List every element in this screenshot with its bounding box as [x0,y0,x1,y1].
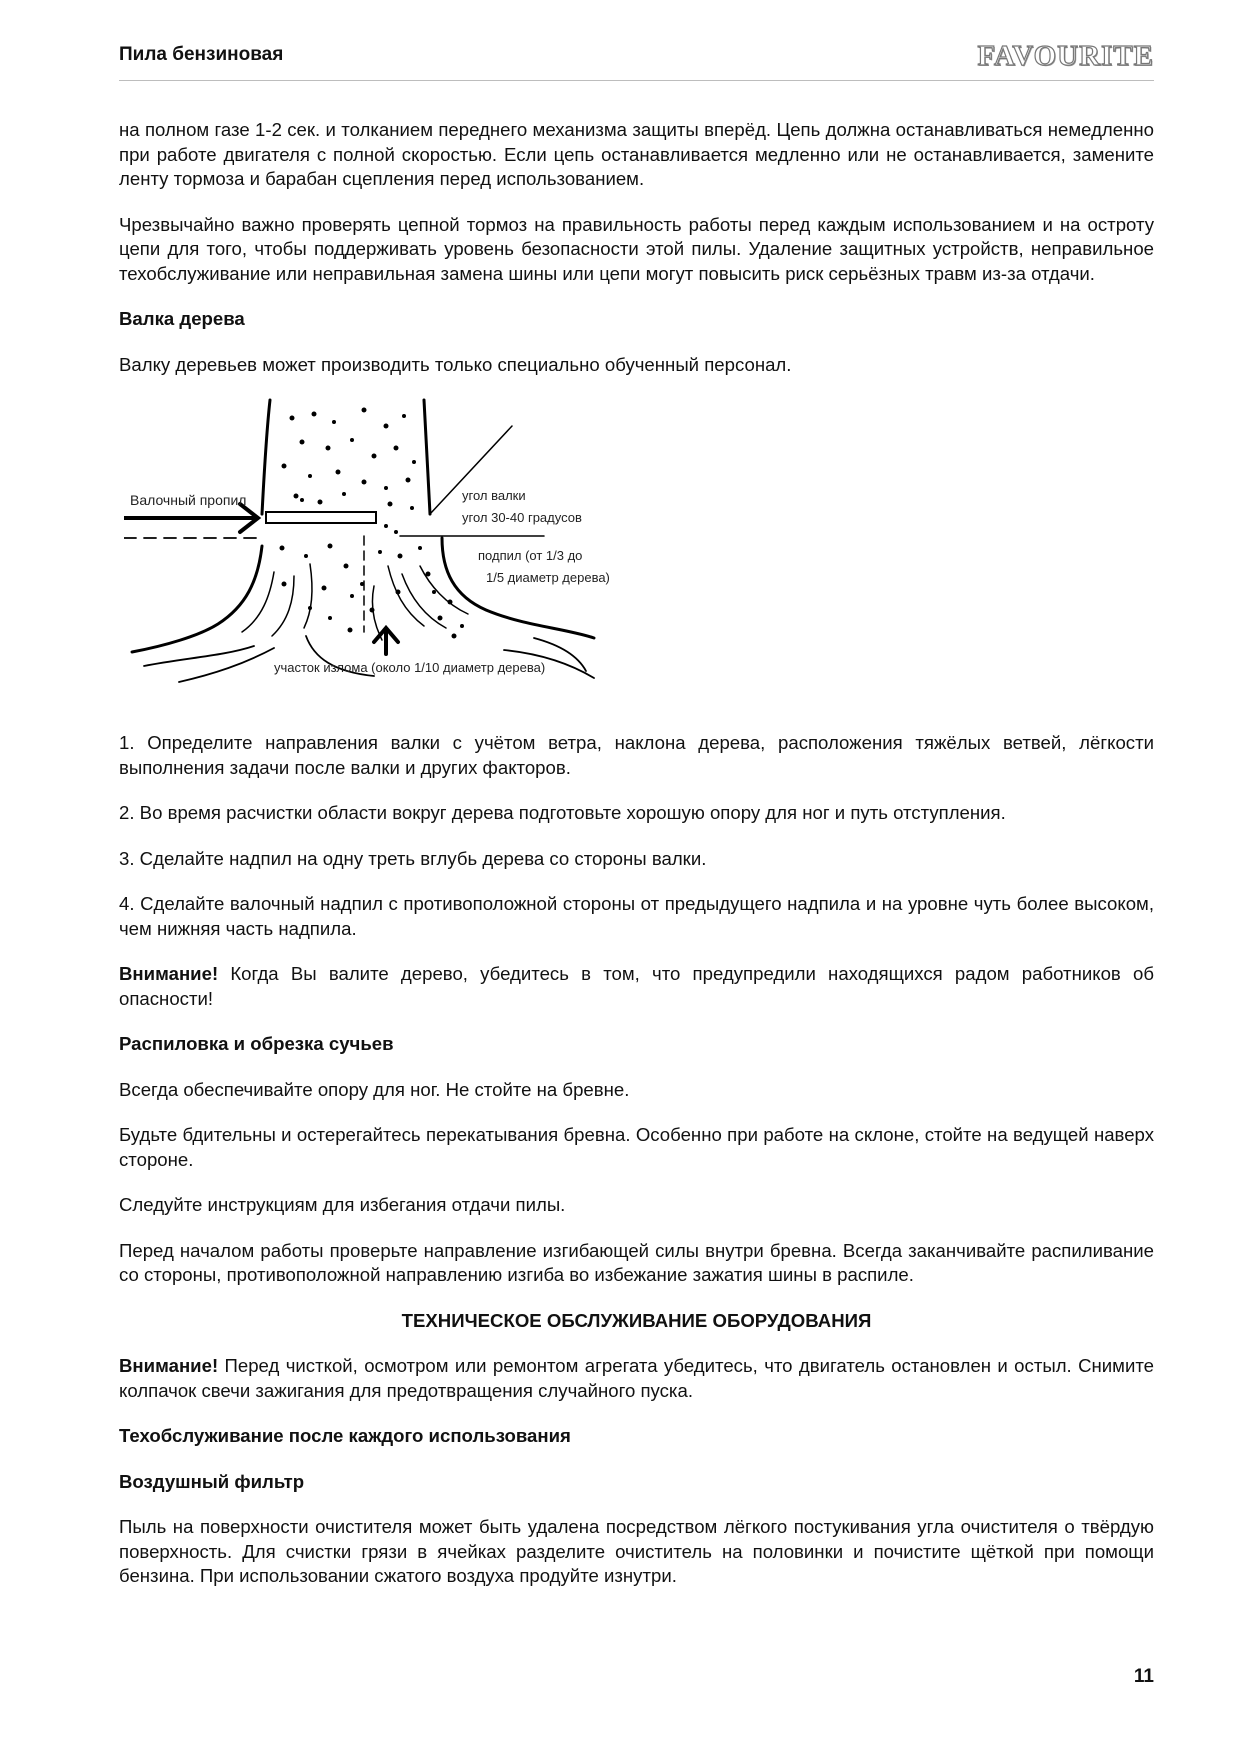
paragraph-air-filter: Пыль на поверхности очистителя может быть удалена посредством лёгкого постукивания угла очистителя о твёрдую поверхность. Для счистки грязи в ячейках разделите очиститель на половинки и почистите щёткой при помощи бензина. При использовании сжатого воздуха продуйте изнутри. [119,1516,1154,1586]
page-number: 11 [1133,1666,1154,1687]
label-felling-angle: угол валки [462,488,526,503]
warning-text: Когда Вы валите дерево, убедитесь в том, что предупредили находящихся радом работников об опасности! [119,963,1154,1009]
felling-diagram [124,396,684,714]
paragraph-log-rolling: Будьте бдительны и остерегайтесь перекатывания бревна. Особенно при работе на склоне, стойте на ведущей наверх стороне. [119,1124,1154,1170]
paragraph-chain-brake-importance: Чрезвычайно важно проверять цепной тормоз на правильность работы перед каждым использованием и на остроту цепи для того, чтобы поддерживать уровень безопасности этой пилы. Удаление защитных устройств, неправильное техобслуживание или неправильная замена шины или цепи могут повысить риск серьёзных травм из-за отдачи. [119,213,1154,284]
paragraph-bending-force: Перед началом работы проверьте направление изгибающей силы внутри бревна. Всегда заканчивайте распиливание со стороны, противоположной направлению изгиба во избежание зажатия шины в распиле. [119,1239,1154,1285]
label-undercut-diameter: 1/5 диаметр дерева) [486,570,610,585]
warning-text: Перед чисткой, осмотром или ремонтом агрегата убедитесь, что двигатель остановлен и остыл. Снимите колпачок свечи зажигания для предотвращения случайного пуска. [119,1355,1154,1401]
heading-after-use: Техобслуживание после каждого использования [119,1425,571,1446]
label-felling-cut: Валочный пропил [130,492,247,508]
paragraph-chain-brake-test: на полном газе 1-2 сек. и толканием переднего механизма защиты вперёд. Цепь должна останавливаться немедленно при работе двигателя с полной скоростью. Если цепь останавливается медленно или не останавливается, замените ленту тормоза и барабан сцепления перед использованием. [119,119,1154,189]
warning-felling [119,962,1154,1011]
label-undercut: подпил (от 1/3 до [478,548,583,563]
step-1: 1. Определите направления валки с учётом ветра, наклона дерева, расположения тяжёлых ветвей, лёгкости выполнения задачи после валки и других факторов. [119,732,1154,778]
brand-logo: FAVOURITE [977,40,1154,72]
paragraph-footing: Всегда обеспечивайте опору для ног. Не стойте на бревне. [119,1078,630,1100]
label-hinge: участок излома (около 1/10 диаметр дерева) [274,660,546,675]
heading-bucking-limbing: Распиловка и обрезка сучьев [119,1033,394,1054]
paragraph-felling-personnel: Валку деревьев может производить только специально обученный персонал. [119,353,792,375]
warning-label: Внимание! [119,1355,219,1376]
warning-label: Внимание! [119,963,219,984]
paragraph-kickback: Следуйте инструкциям для избегания отдачи пилы. [119,1194,566,1215]
heading-tree-felling: Валка дерева [119,308,245,329]
heading-air-filter: Воздушный фильтр [119,1470,305,1492]
heading-maintenance: ТЕХНИЧЕСКОЕ ОБСЛУЖИВАНИЕ ОБОРУДОВАНИЯ [401,1309,872,1331]
page-header [119,40,1154,81]
warning-maintenance [119,1354,1154,1403]
step-4: 4. Сделайте валочный надпил с противоположной стороны от предыдущего надпила и на уровне чуть более высоком, чем нижняя часть надпила. [119,893,1154,939]
step-3: 3. Сделайте надпил на одну треть вглубь дерева со стороны валки. [119,847,707,869]
step-2: 2. Во время расчистки области вокруг дерева подготовьте хорошую опору для ног и путь отступления. [119,802,1006,823]
label-angle-degrees: угол 30-40 градусов [462,510,582,525]
page-content [119,118,1154,1610]
document-title: Пила бензиновая [119,44,284,65]
